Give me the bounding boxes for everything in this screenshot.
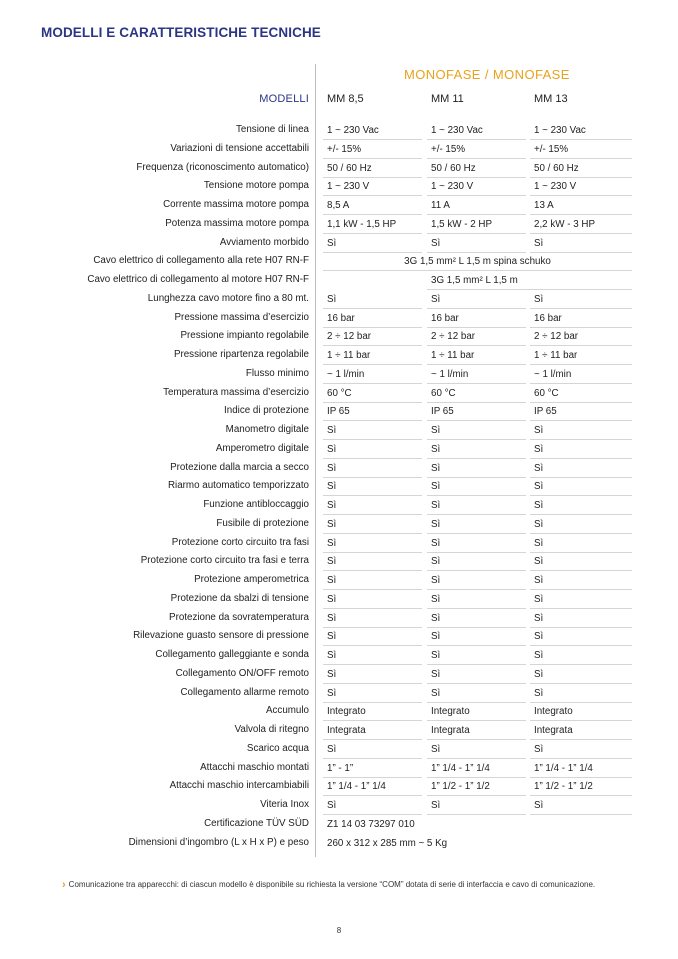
table-cell: 60 °C bbox=[427, 385, 526, 403]
page-title: MODELLI E CARATTERISTICHE TECNICHE bbox=[41, 25, 321, 40]
row-label: Collegamento allarme remoto bbox=[180, 686, 309, 698]
table-cell: 1 ~ 230 V bbox=[323, 178, 422, 196]
row-label: Protezione da sbalzi di tensione bbox=[170, 592, 309, 604]
table-cell: Sì bbox=[530, 291, 632, 309]
table-cell: Sì bbox=[530, 516, 632, 534]
table-cell: 1” 1/4 - 1” 1/4 bbox=[530, 760, 632, 778]
table-cell: Z1 14 03 73297 010 bbox=[327, 818, 415, 830]
models-label: MODELLI bbox=[259, 93, 309, 105]
table-row bbox=[0, 722, 678, 741]
table-cell: Sì bbox=[427, 572, 526, 590]
row-label: Lunghezza cavo motore fino a 80 mt. bbox=[147, 292, 309, 304]
table-cell: Sì bbox=[530, 235, 632, 253]
table-cell: Integrato bbox=[530, 703, 632, 721]
table-cell: 1 ÷ 11 bar bbox=[427, 347, 526, 365]
table-cell: Sì bbox=[530, 685, 632, 703]
table-row bbox=[0, 291, 678, 310]
row-label: Potenza massima motore pompa bbox=[165, 217, 309, 229]
table-cell: 2 ÷ 12 bar bbox=[427, 328, 526, 346]
row-label: Avviamento morbido bbox=[219, 236, 309, 248]
table-cell: Sì bbox=[427, 441, 526, 459]
table-cell: 1” 1/4 - 1” 1/4 bbox=[323, 778, 422, 796]
table-cell: Sì bbox=[427, 553, 526, 571]
row-label: Collegamento galleggiante e sonda bbox=[155, 649, 309, 660]
table-cell: Sì bbox=[323, 797, 422, 815]
table-cell: 60 °C bbox=[530, 385, 632, 403]
table-row bbox=[0, 385, 678, 404]
model-header: MM 8,5 bbox=[327, 93, 364, 105]
table-cell: 1 ÷ 11 bar bbox=[530, 347, 632, 365]
table-row bbox=[0, 141, 678, 160]
row-label: Variazioni di tensione accettabili bbox=[170, 142, 309, 154]
row-label: Funzione antibloccaggio bbox=[203, 499, 309, 510]
table-row bbox=[0, 235, 678, 254]
table-cell: Sì bbox=[427, 291, 526, 309]
row-label: Manometro digitale bbox=[225, 424, 309, 435]
table-cell: Sì bbox=[323, 291, 422, 309]
spec-table bbox=[0, 122, 678, 853]
table-cell: 1,5 kW - 2 HP bbox=[427, 216, 526, 234]
table-row bbox=[0, 310, 678, 329]
row-label: Cavo elettrico di collegamento al motore H07 RN-F bbox=[87, 274, 309, 285]
table-cell: Sì bbox=[323, 497, 422, 515]
row-label: Valvola di ritegno bbox=[234, 724, 309, 735]
table-row bbox=[0, 816, 678, 835]
table-row bbox=[0, 703, 678, 722]
table-row bbox=[0, 197, 678, 216]
table-cell: Integrata bbox=[427, 722, 526, 740]
table-row bbox=[0, 591, 678, 610]
table-cell: 50 / 60 Hz bbox=[427, 160, 526, 178]
table-cell: Sì bbox=[530, 741, 632, 759]
table-row bbox=[0, 553, 678, 572]
table-row bbox=[0, 460, 678, 479]
table-cell: Sì bbox=[427, 235, 526, 253]
table-cell: Sì bbox=[323, 666, 422, 684]
row-label: Pressione impianto regolabile bbox=[180, 330, 309, 342]
row-label: Viteria Inox bbox=[260, 799, 309, 810]
table-cell: Sì bbox=[530, 441, 632, 459]
row-label: Certificazione TÜV SÜD bbox=[204, 817, 309, 829]
table-row bbox=[0, 272, 678, 291]
row-label: Protezione corto circuito tra fasi bbox=[171, 536, 309, 548]
table-row bbox=[0, 797, 678, 816]
table-cell: Sì bbox=[530, 497, 632, 515]
row-label: Attacchi maschio montati bbox=[200, 761, 309, 773]
row-label: Protezione corto circuito tra fasi e terra bbox=[140, 555, 309, 567]
table-cell: Sì bbox=[323, 460, 422, 478]
table-cell: Sì bbox=[427, 647, 526, 665]
table-cell: Sì bbox=[323, 516, 422, 534]
table-cell: Sì bbox=[427, 516, 526, 534]
table-cell: Sì bbox=[530, 422, 632, 440]
table-cell: 1 ÷ 11 bar bbox=[323, 347, 422, 365]
table-cell: Sì bbox=[427, 497, 526, 515]
row-label: Rilevazione guasto sensore di pressione bbox=[133, 630, 309, 642]
row-label: Indice di protezione bbox=[224, 405, 309, 417]
table-cell: Sì bbox=[530, 460, 632, 478]
table-row bbox=[0, 347, 678, 366]
table-cell: Sì bbox=[530, 572, 632, 590]
table-cell: Sì bbox=[427, 685, 526, 703]
row-label: Fusibile di protezione bbox=[216, 517, 309, 529]
table-cell: Sì bbox=[530, 591, 632, 609]
row-label: Riarmo automatico temporizzato bbox=[167, 480, 309, 492]
table-cell: 1,1 kW - 1,5 HP bbox=[323, 216, 422, 234]
table-cell: Sì bbox=[323, 685, 422, 703]
table-row bbox=[0, 666, 678, 685]
table-row bbox=[0, 253, 678, 272]
table-row bbox=[0, 216, 678, 235]
table-cell: 50 / 60 Hz bbox=[530, 160, 632, 178]
row-label: Flusso minimo bbox=[245, 367, 309, 379]
table-cell: Sì bbox=[427, 741, 526, 759]
model-header: MM 13 bbox=[534, 93, 568, 105]
table-cell: Sì bbox=[427, 535, 526, 553]
footnote-text: Comunicazione tra apparecchi: di ciascun modello è disponibile su richiesta la versione “COM” dotata di serie di interfaccia e cavo di comunicazione. bbox=[68, 880, 596, 889]
table-cell: IP 65 bbox=[323, 403, 422, 421]
row-label: Scarico acqua bbox=[246, 742, 309, 754]
table-cell: +/- 15% bbox=[323, 141, 422, 159]
row-label: Amperometro digitale bbox=[215, 442, 309, 454]
table-cell: 16 bar bbox=[530, 310, 632, 328]
table-row bbox=[0, 572, 678, 591]
table-row bbox=[0, 403, 678, 422]
table-cell: Integrato bbox=[427, 703, 526, 721]
table-row bbox=[0, 160, 678, 179]
table-row bbox=[0, 535, 678, 554]
row-label: Tensione motore pompa bbox=[203, 180, 309, 192]
table-cell: Sì bbox=[323, 441, 422, 459]
table-cell: Sì bbox=[427, 797, 526, 815]
table-cell: Sì bbox=[323, 741, 422, 759]
table-row bbox=[0, 516, 678, 535]
table-cell: 1 ~ 230 Vac bbox=[427, 122, 526, 140]
table-row bbox=[0, 835, 678, 854]
table-cell: 2 ÷ 12 bar bbox=[530, 328, 632, 346]
table-cell: ~ 1 l/min bbox=[427, 366, 526, 384]
table-cell: Sì bbox=[530, 628, 632, 646]
row-label: Attacchi maschio intercambiabili bbox=[169, 780, 309, 792]
table-cell: +/- 15% bbox=[530, 141, 632, 159]
row-label: Protezione dalla marcia a secco bbox=[170, 461, 309, 473]
table-cell: 11 A bbox=[427, 197, 526, 215]
table-cell: Integrata bbox=[530, 722, 632, 740]
table-cell: Sì bbox=[323, 572, 422, 590]
table-cell: 13 A bbox=[530, 197, 632, 215]
table-cell: Sì bbox=[530, 610, 632, 628]
table-cell: ~ 1 l/min bbox=[323, 366, 422, 384]
table-row bbox=[0, 422, 678, 441]
table-row bbox=[0, 685, 678, 704]
table-cell: Sì bbox=[323, 553, 422, 571]
table-row bbox=[0, 441, 678, 460]
row-label: Cavo elettrico di collegamento alla rete H07 RN-F bbox=[93, 255, 309, 267]
table-cell: 1” 1/2 - 1” 1/2 bbox=[427, 778, 526, 796]
table-cell: 1” - 1” bbox=[323, 760, 422, 778]
table-row bbox=[0, 610, 678, 629]
table-cell: Sì bbox=[530, 535, 632, 553]
table-cell: 260 x 312 x 285 mm ~ 5 Kg bbox=[327, 837, 448, 849]
group-header: MONOFASE / MONOFASE bbox=[404, 67, 570, 82]
table-cell: Sì bbox=[530, 797, 632, 815]
chevron-right-icon: › bbox=[62, 879, 66, 891]
table-cell: Sì bbox=[323, 628, 422, 646]
row-label: Pressione ripartenza regolabile bbox=[173, 349, 309, 360]
table-row bbox=[0, 741, 678, 760]
row-label: Protezione amperometrica bbox=[194, 574, 309, 585]
table-cell: 2 ÷ 12 bar bbox=[323, 328, 422, 346]
table-cell: IP 65 bbox=[530, 403, 632, 421]
table-cell: Sì bbox=[323, 478, 422, 496]
table-cell: 1” 1/2 - 1” 1/2 bbox=[530, 778, 632, 796]
table-cell: Sì bbox=[323, 610, 422, 628]
row-label: Tensione di linea bbox=[236, 124, 309, 135]
table-cell: 1 ~ 230 Vac bbox=[530, 122, 632, 140]
row-label: Accumulo bbox=[265, 705, 309, 717]
page-number: 8 bbox=[336, 926, 342, 935]
row-label: Frequenza (riconoscimento automatico) bbox=[136, 161, 309, 173]
table-cell: 1 ~ 230 Vac bbox=[323, 122, 422, 140]
table-cell: Integrata bbox=[323, 722, 422, 740]
row-label: Protezione da sovratemperatura bbox=[169, 611, 309, 623]
table-cell: Sì bbox=[323, 235, 422, 253]
table-cell: Sì bbox=[427, 610, 526, 628]
table-cell: +/- 15% bbox=[427, 141, 526, 159]
table-cell: ~ 1 l/min bbox=[530, 366, 632, 384]
table-row bbox=[0, 328, 678, 347]
table-cell: Integrato bbox=[323, 703, 422, 721]
table-cell: Sì bbox=[323, 535, 422, 553]
table-cell: 3G 1,5 mm² L 1,5 m spina schuko bbox=[323, 253, 632, 271]
table-cell: 8,5 A bbox=[323, 197, 422, 215]
table-cell: 16 bar bbox=[427, 310, 526, 328]
row-label: Pressione massima d’esercizio bbox=[174, 311, 309, 323]
table-cell: Sì bbox=[323, 422, 422, 440]
table-row bbox=[0, 178, 678, 197]
table-row bbox=[0, 478, 678, 497]
model-header: MM 11 bbox=[431, 93, 464, 105]
table-cell: Sì bbox=[530, 553, 632, 571]
table-cell: Sì bbox=[427, 591, 526, 609]
table-cell: Sì bbox=[427, 460, 526, 478]
table-cell: IP 65 bbox=[427, 403, 526, 421]
table-cell: Sì bbox=[427, 478, 526, 496]
table-cell: Sì bbox=[427, 628, 526, 646]
table-cell: 2,2 kW - 3 HP bbox=[530, 216, 632, 234]
row-label: Collegamento ON/OFF remoto bbox=[175, 667, 309, 679]
table-cell: Sì bbox=[530, 647, 632, 665]
table-row bbox=[0, 497, 678, 516]
table-cell: Sì bbox=[323, 591, 422, 609]
table-cell: Sì bbox=[530, 666, 632, 684]
table-row bbox=[0, 760, 678, 779]
table-cell: Sì bbox=[427, 666, 526, 684]
table-cell: Sì bbox=[323, 647, 422, 665]
table-row bbox=[0, 628, 678, 647]
table-cell: 60 °C bbox=[323, 385, 422, 403]
row-label: Corrente massima motore pompa bbox=[163, 199, 309, 210]
table-cell: 1 ~ 230 V bbox=[427, 178, 526, 196]
table-cell: 3G 1,5 mm² L 1,5 m bbox=[427, 272, 632, 290]
table-row bbox=[0, 122, 678, 141]
footnote bbox=[62, 879, 595, 891]
table-cell: 1 ~ 230 V bbox=[530, 178, 632, 196]
models-header-row bbox=[0, 93, 678, 109]
table-cell: 16 bar bbox=[323, 310, 422, 328]
table-cell: 1” 1/4 - 1” 1/4 bbox=[427, 760, 526, 778]
table-row bbox=[0, 366, 678, 385]
table-cell: 50 / 60 Hz bbox=[323, 160, 422, 178]
table-cell: Sì bbox=[427, 422, 526, 440]
row-label: Dimensioni d’ingombro (L x H x P) e peso bbox=[128, 836, 309, 848]
table-row bbox=[0, 647, 678, 666]
table-row bbox=[0, 778, 678, 797]
row-label: Temperatura massima d’esercizio bbox=[163, 386, 309, 398]
table-cell: Sì bbox=[530, 478, 632, 496]
